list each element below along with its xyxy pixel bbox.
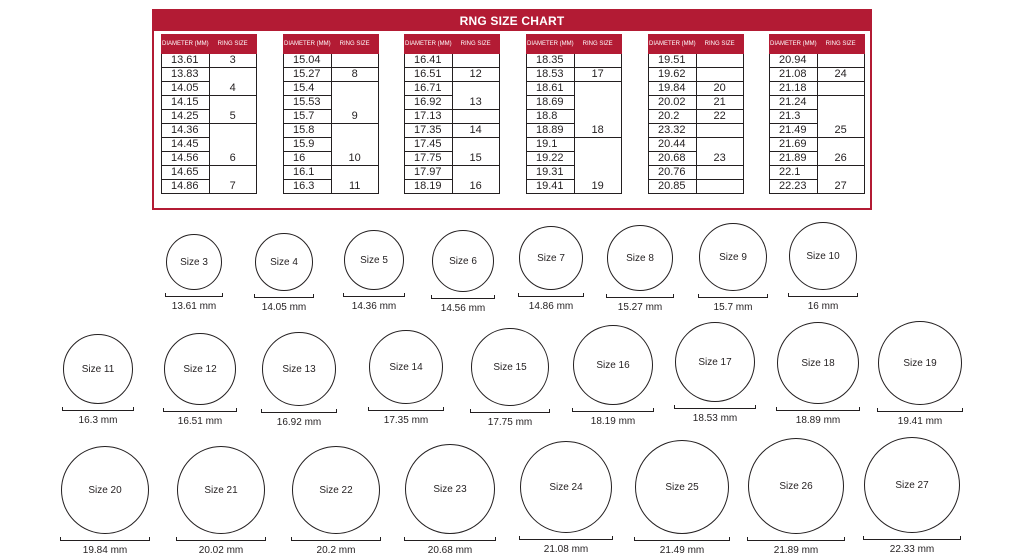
- diameter-ruler: [788, 293, 858, 297]
- diameter-ruler: [698, 294, 768, 298]
- diameter-mm-label: 15.7 mm: [713, 302, 753, 313]
- ring-size-cell: 27: [817, 166, 864, 194]
- diameter-ruler: [634, 537, 730, 541]
- ring-size-label: Size 8: [626, 252, 654, 264]
- ring-size-label: Size 17: [698, 356, 732, 368]
- ring-circle-size-17: [675, 322, 755, 402]
- ring-size-cell: [452, 110, 499, 124]
- table-row: [284, 124, 379, 138]
- ring-circle-size-13: [262, 332, 336, 406]
- diameter-cell: 14.45: [162, 138, 210, 152]
- diameter-cell: 17.75: [405, 152, 453, 166]
- table-row: [284, 166, 379, 180]
- ring-circle-size-16: [573, 325, 653, 405]
- diameter-ruler: [254, 294, 314, 298]
- diameter-ruler: [165, 293, 223, 297]
- table-row: [649, 54, 744, 68]
- table-row: [649, 180, 744, 194]
- diameter-cell: 19.51: [649, 54, 697, 68]
- diameter-ruler: [674, 405, 756, 409]
- table-row: [527, 82, 622, 96]
- diameter-cell: 21.69: [770, 138, 818, 152]
- ring-size-cell: [817, 54, 864, 68]
- diameter-cell: 18.61: [527, 82, 575, 96]
- diameter-cell: 16.3: [284, 180, 332, 194]
- ring-size-cell: [696, 180, 743, 194]
- diameter-header: DIAMETER (MM): [162, 35, 210, 54]
- ring-size-header: RING SIZE: [574, 35, 621, 54]
- diameter-ruler: [60, 537, 150, 541]
- diameter-cell: 14.15: [162, 96, 210, 110]
- diameter-cell: 21.18: [770, 82, 818, 96]
- ring-size-label: Size 15: [493, 361, 527, 373]
- table-row: [162, 68, 257, 82]
- size-table-1: [161, 34, 257, 194]
- ring-size-label: Size 5: [360, 254, 388, 266]
- ring-size-label: Size 16: [596, 359, 630, 371]
- ring-circle-size-6: [432, 230, 494, 292]
- ring-circle-size-19: [878, 321, 962, 405]
- table-row: [649, 82, 744, 96]
- table-row: [405, 54, 500, 68]
- ring-size-label: Size 22: [319, 484, 353, 496]
- ring-size-cell: 23: [696, 138, 743, 166]
- ring-circle-size-4: [255, 233, 313, 291]
- ring-circle-size-5: [344, 230, 404, 290]
- diameter-mm-label: 18.19 mm: [590, 416, 636, 427]
- ring-size-header: RING SIZE: [696, 35, 743, 54]
- diameter-cell: 19.62: [649, 68, 697, 82]
- diameter-cell: 20.2: [649, 110, 697, 124]
- ring-size-cell: [452, 54, 499, 68]
- ring-size-label: Size 24: [549, 481, 583, 493]
- diameter-mm-label: 21.89 mm: [773, 545, 819, 556]
- diameter-mm-label: 21.08 mm: [543, 544, 589, 555]
- ring-size-cell: [574, 54, 621, 68]
- ring-circle-size-3: [166, 234, 222, 290]
- diameter-cell: 14.56: [162, 152, 210, 166]
- diameter-mm-label: 16.51 mm: [177, 416, 223, 427]
- diameter-cell: 22.23: [770, 180, 818, 194]
- ring-circle-size-10: [789, 222, 857, 290]
- diameter-ruler: [368, 407, 444, 411]
- diameter-cell: 18.35: [527, 54, 575, 68]
- table-row: [284, 82, 379, 96]
- diameter-ruler: [519, 536, 613, 540]
- diameter-cell: 14.65: [162, 166, 210, 180]
- diameter-mm-label: 20.2 mm: [316, 545, 356, 556]
- diameter-cell: 15.27: [284, 68, 332, 82]
- table-row: [770, 138, 865, 152]
- ring-size-label: Size 23: [433, 483, 467, 495]
- ring-size-cell: 8: [331, 68, 378, 82]
- table-row: [649, 110, 744, 124]
- ring-size-cell: 21: [696, 96, 743, 110]
- table-row: [770, 96, 865, 110]
- ring-size-label: Size 26: [779, 480, 813, 492]
- ring-circle-size-8: [607, 225, 673, 291]
- ring-circle-size-26: [748, 438, 844, 534]
- diameter-cell: 16.1: [284, 166, 332, 180]
- table-row: [649, 68, 744, 82]
- ring-size-cell: 17: [574, 68, 621, 82]
- diameter-mm-label: 14.86 mm: [528, 301, 574, 312]
- ring-size-label: Size 6: [449, 255, 477, 267]
- table-row: [649, 138, 744, 152]
- ring-size-cell: 19: [574, 138, 621, 194]
- ring-circle-size-20: [61, 446, 149, 534]
- ring-size-label: Size 11: [81, 363, 115, 375]
- diameter-header: DIAMETER (MM): [527, 35, 575, 54]
- diameter-mm-label: 20.68 mm: [427, 545, 473, 556]
- ring-size-header: RING SIZE: [452, 35, 499, 54]
- diameter-cell: 18.53: [527, 68, 575, 82]
- diameter-mm-label: 16.92 mm: [276, 417, 322, 428]
- diameter-mm-label: 19.84 mm: [82, 545, 128, 556]
- size-table-2: [283, 34, 379, 194]
- diameter-cell: 21.3: [770, 110, 818, 124]
- diameter-cell: 18.89: [527, 124, 575, 138]
- ring-size-cell: [696, 124, 743, 138]
- diameter-cell: 14.36: [162, 124, 210, 138]
- diameter-cell: 22.1: [770, 166, 818, 180]
- ring-size-cell: [817, 82, 864, 96]
- diameter-ruler: [518, 293, 584, 297]
- diameter-cell: 13.83: [162, 68, 210, 82]
- diameter-cell: 14.86: [162, 180, 210, 194]
- ring-circle-size-18: [777, 322, 859, 404]
- ring-size-chart: [152, 9, 872, 210]
- diameter-cell: 20.76: [649, 166, 697, 180]
- diameter-cell: 23.32: [649, 124, 697, 138]
- diameter-cell: 18.8: [527, 110, 575, 124]
- ring-size-label: Size 4: [270, 256, 298, 268]
- ring-circle-size-7: [519, 226, 583, 290]
- diameter-cell: 14.05: [162, 82, 210, 96]
- diameter-mm-label: 21.49 mm: [659, 545, 705, 556]
- ring-size-label: Size 9: [719, 251, 747, 263]
- ring-size-header: RING SIZE: [331, 35, 378, 54]
- diameter-header: DIAMETER (MM): [405, 35, 453, 54]
- ring-size-cell: [696, 54, 743, 68]
- diameter-ruler: [776, 407, 860, 411]
- ring-circle-size-9: [699, 223, 767, 291]
- diameter-ruler: [261, 409, 337, 413]
- diameter-cell: 14.25: [162, 110, 210, 124]
- diameter-cell: 18.19: [405, 180, 453, 194]
- diameter-mm-label: 16.3 mm: [78, 415, 118, 426]
- ring-circle-size-21: [177, 446, 265, 534]
- diameter-cell: 21.24: [770, 96, 818, 110]
- ring-size-label: Size 27: [895, 479, 929, 491]
- diameter-cell: 16.51: [405, 68, 453, 82]
- size-table-4: [526, 34, 622, 194]
- diameter-mm-label: 14.56 mm: [440, 303, 486, 314]
- ring-size-cell: 20: [696, 82, 743, 96]
- table-row: [405, 166, 500, 180]
- ring-size-cell: 25: [817, 96, 864, 138]
- diameter-cell: 17.45: [405, 138, 453, 152]
- ring-size-cell: 11: [331, 166, 378, 194]
- diameter-cell: 19.84: [649, 82, 697, 96]
- ring-size-cell: 10: [331, 124, 378, 166]
- ring-size-cell: 14: [452, 124, 499, 138]
- table-row: [649, 124, 744, 138]
- ring-size-label: Size 20: [88, 484, 122, 496]
- ring-size-cell: 3: [209, 54, 256, 68]
- table-row: [162, 166, 257, 180]
- table-row: [405, 124, 500, 138]
- diameter-cell: 20.85: [649, 180, 697, 194]
- diameter-ruler: [877, 408, 963, 412]
- ring-size-cell: 16: [452, 166, 499, 194]
- diameter-cell: 15.4: [284, 82, 332, 96]
- diameter-cell: 19.22: [527, 152, 575, 166]
- table-row: [284, 54, 379, 68]
- ring-size-cell: [696, 166, 743, 180]
- diameter-ruler: [606, 294, 674, 298]
- diameter-cell: 15.7: [284, 110, 332, 124]
- table-row: [405, 138, 500, 152]
- diameter-cell: 16.41: [405, 54, 453, 68]
- diameter-cell: 17.97: [405, 166, 453, 180]
- table-row: [162, 96, 257, 110]
- ring-size-cell: 5: [209, 96, 256, 124]
- table-row: [527, 68, 622, 82]
- ring-size-cell: [696, 68, 743, 82]
- diameter-ruler: [163, 408, 237, 412]
- ring-size-cell: [331, 54, 378, 68]
- table-row: [405, 68, 500, 82]
- chart-title: RNG SIZE CHART: [154, 11, 870, 31]
- table-row: [770, 82, 865, 96]
- diameter-mm-label: 18.53 mm: [692, 413, 738, 424]
- ring-size-header: RING SIZE: [817, 35, 864, 54]
- ring-size-label: Size 21: [204, 484, 238, 496]
- diameter-cell: 19.41: [527, 180, 575, 194]
- ring-circle-size-23: [405, 444, 495, 534]
- ring-size-label: Size 13: [282, 363, 316, 375]
- diameter-cell: 19.31: [527, 166, 575, 180]
- diameter-cell: 15.9: [284, 138, 332, 152]
- diameter-mm-label: 19.41 mm: [897, 416, 943, 427]
- diameter-cell: 17.13: [405, 110, 453, 124]
- diameter-header: DIAMETER (MM): [770, 35, 818, 54]
- diameter-mm-label: 17.75 mm: [487, 417, 533, 428]
- ring-size-label: Size 10: [806, 250, 840, 262]
- ring-size-label: Size 25: [665, 481, 699, 493]
- diameter-ruler: [343, 293, 405, 297]
- diameter-ruler: [62, 407, 134, 411]
- ring-circle-size-22: [292, 446, 380, 534]
- diameter-ruler: [863, 536, 961, 540]
- diameter-cell: 18.69: [527, 96, 575, 110]
- diameter-cell: 16.92: [405, 96, 453, 110]
- diameter-cell: 21.08: [770, 68, 818, 82]
- diameter-cell: 20.44: [649, 138, 697, 152]
- ring-circle-size-27: [864, 437, 960, 533]
- ring-size-header: RING SIZE: [209, 35, 256, 54]
- diameter-ruler: [431, 295, 495, 299]
- table-row: [405, 110, 500, 124]
- diameter-mm-label: 22.33 mm: [889, 544, 935, 555]
- ring-size-cell: 26: [817, 138, 864, 166]
- diameter-mm-label: 15.27 mm: [617, 302, 663, 313]
- diameter-mm-label: 13.61 mm: [171, 301, 217, 312]
- ring-size-cell: 18: [574, 82, 621, 138]
- ring-size-cell: 22: [696, 110, 743, 124]
- table-row: [405, 82, 500, 96]
- ring-circle-size-25: [635, 440, 729, 534]
- diameter-mm-label: 17.35 mm: [383, 415, 429, 426]
- table-row: [162, 54, 257, 68]
- ring-circle-size-15: [471, 328, 549, 406]
- diameter-mm-label: 20.02 mm: [198, 545, 244, 556]
- diameter-cell: 15.04: [284, 54, 332, 68]
- diameter-cell: 15.53: [284, 96, 332, 110]
- ring-size-cell: 7: [209, 166, 256, 194]
- ring-size-cell: 9: [331, 82, 378, 124]
- ring-size-label: Size 19: [903, 357, 937, 369]
- diameter-header: DIAMETER (MM): [649, 35, 697, 54]
- diameter-mm-label: 18.89 mm: [795, 415, 841, 426]
- diameter-cell: 19.1: [527, 138, 575, 152]
- diameter-ruler: [747, 537, 845, 541]
- ring-size-cell: 4: [209, 68, 256, 96]
- table-row: [649, 96, 744, 110]
- ring-circle-size-24: [520, 441, 612, 533]
- diameter-cell: 21.89: [770, 152, 818, 166]
- size-table-6: [769, 34, 865, 194]
- diameter-mm-label: 14.05 mm: [261, 302, 307, 313]
- diameter-cell: 15.8: [284, 124, 332, 138]
- ring-circle-size-11: [63, 334, 133, 404]
- ring-size-label: Size 7: [537, 252, 565, 264]
- table-row: [770, 166, 865, 180]
- diameter-ruler: [470, 409, 550, 413]
- diameter-cell: 16.71: [405, 82, 453, 96]
- size-table-5: [648, 34, 744, 194]
- diameter-cell: 20.02: [649, 96, 697, 110]
- ring-size-cell: 15: [452, 138, 499, 166]
- ring-size-cell: 12: [452, 68, 499, 82]
- ring-circle-size-14: [369, 330, 443, 404]
- table-row: [162, 124, 257, 138]
- table-row: [527, 54, 622, 68]
- ring-size-label: Size 18: [801, 357, 835, 369]
- diameter-mm-label: 16 mm: [807, 301, 839, 312]
- diameter-cell: 13.61: [162, 54, 210, 68]
- table-row: [284, 68, 379, 82]
- table-row: [527, 138, 622, 152]
- ring-size-cell: 6: [209, 124, 256, 166]
- table-row: [770, 54, 865, 68]
- diameter-header: DIAMETER (MM): [284, 35, 332, 54]
- diameter-cell: 16: [284, 152, 332, 166]
- ring-size-label: Size 3: [180, 256, 208, 268]
- diameter-cell: 21.49: [770, 124, 818, 138]
- diameter-cell: 20.94: [770, 54, 818, 68]
- diameter-mm-label: 14.36 mm: [351, 301, 397, 312]
- ring-size-cell: 13: [452, 82, 499, 110]
- diameter-ruler: [572, 408, 654, 412]
- table-row: [649, 166, 744, 180]
- ring-size-cell: 24: [817, 68, 864, 82]
- diameter-cell: 17.35: [405, 124, 453, 138]
- ring-size-label: Size 12: [183, 363, 217, 375]
- diameter-cell: 20.68: [649, 152, 697, 166]
- diameter-ruler: [291, 537, 381, 541]
- ring-circle-size-12: [164, 333, 236, 405]
- size-table-3: [404, 34, 500, 194]
- table-row: [770, 68, 865, 82]
- diameter-ruler: [404, 537, 496, 541]
- diameter-ruler: [176, 537, 266, 541]
- ring-size-label: Size 14: [389, 361, 423, 373]
